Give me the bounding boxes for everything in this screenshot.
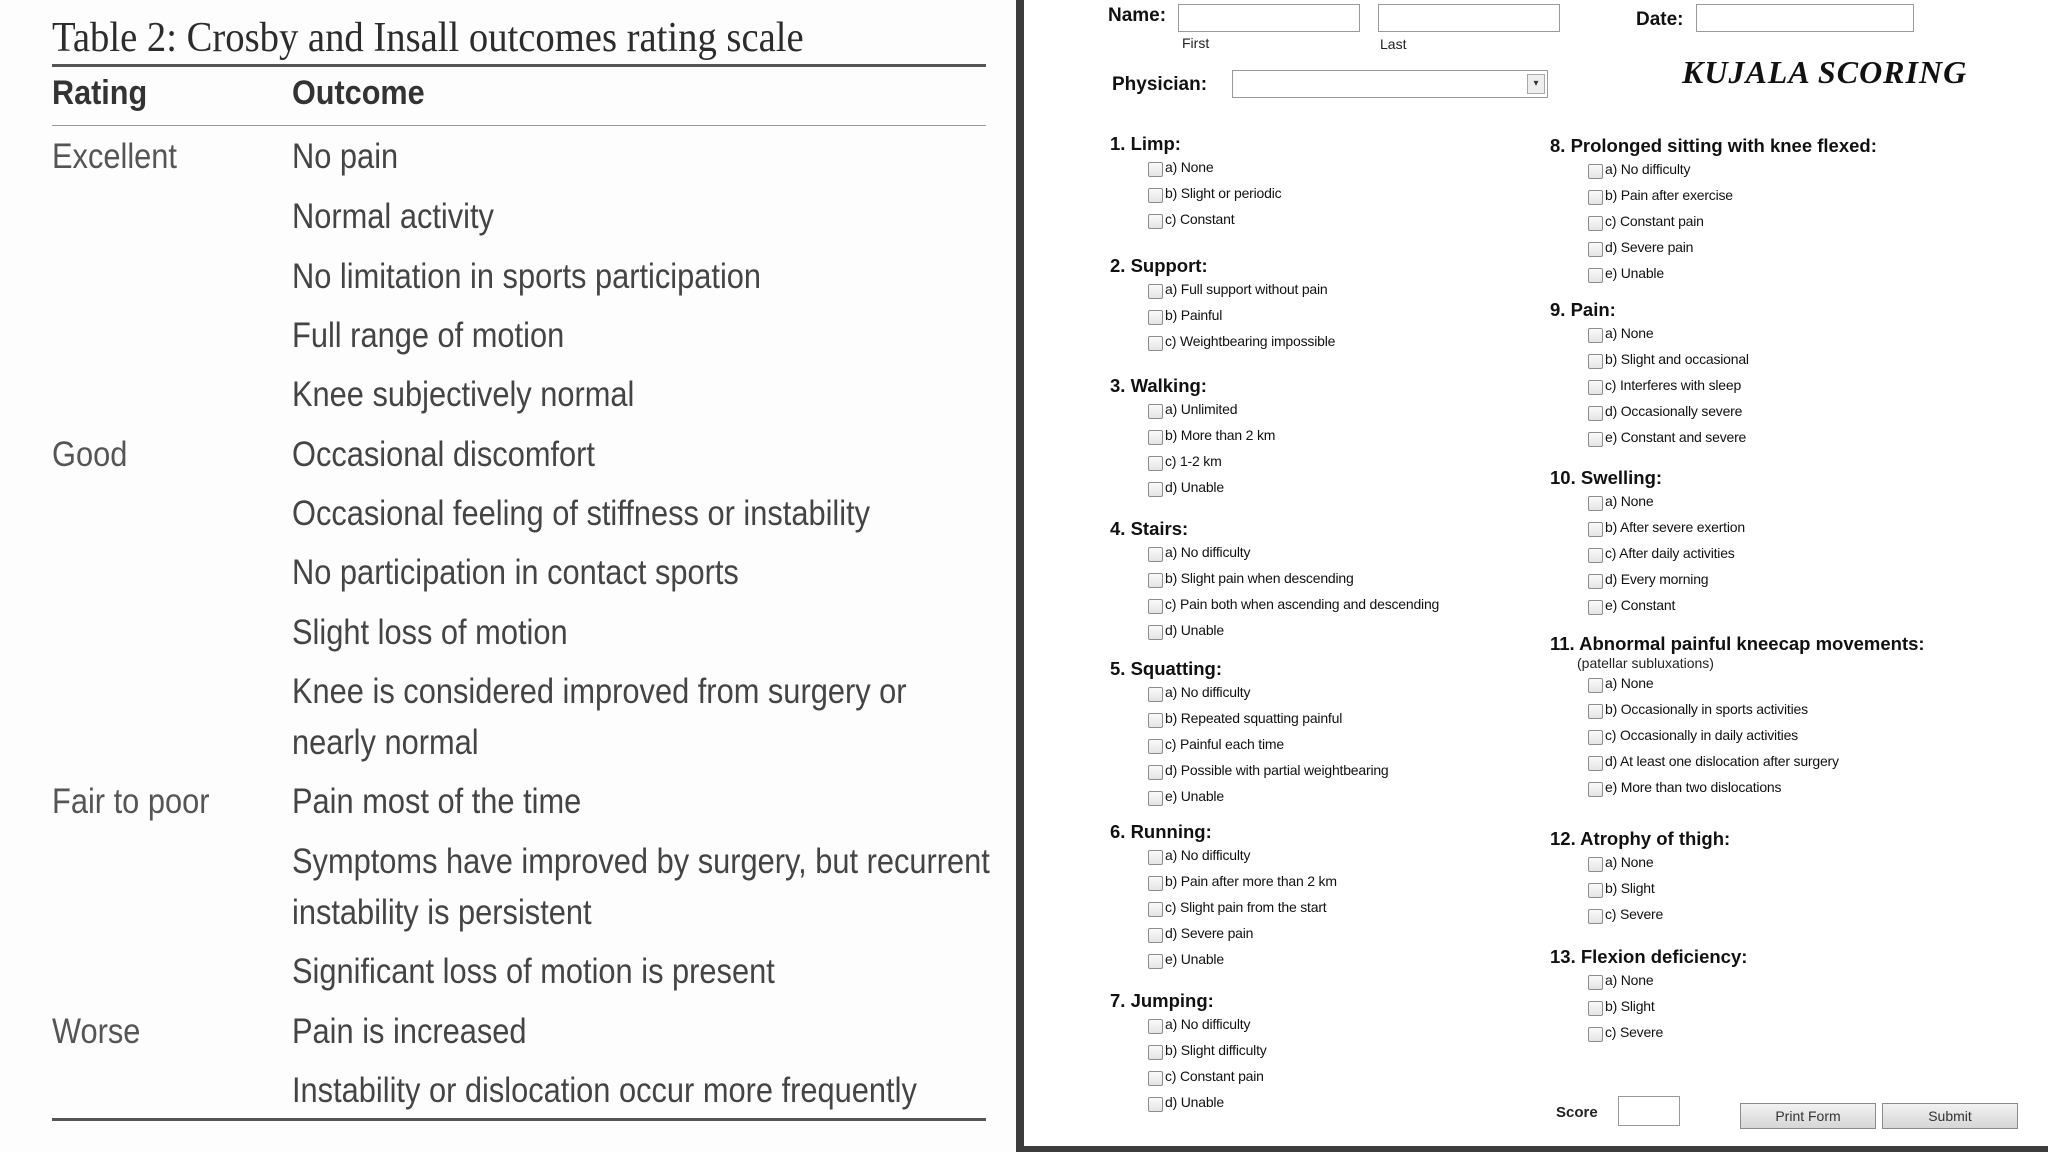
option-label: b) Slight and occasional <box>1605 351 1749 367</box>
option-checkbox[interactable] <box>1148 162 1163 177</box>
answer-option[interactable] <box>1148 304 1223 330</box>
answer-option[interactable] <box>1148 948 1224 974</box>
option-checkbox[interactable] <box>1148 573 1163 588</box>
answer-option[interactable] <box>1588 400 1743 426</box>
bottom-border <box>1016 1146 2048 1152</box>
option-checkbox[interactable] <box>1588 354 1603 369</box>
option-checkbox[interactable] <box>1148 739 1163 754</box>
answer-option[interactable] <box>1588 262 1877 288</box>
option-checkbox[interactable] <box>1588 190 1603 205</box>
rating-cell: Fair to poor <box>52 782 210 821</box>
last-name-field[interactable] <box>1378 4 1560 32</box>
date-field[interactable] <box>1696 4 1914 32</box>
option-checkbox[interactable] <box>1148 1045 1163 1060</box>
answer-option[interactable] <box>1148 759 1389 785</box>
answer-option[interactable] <box>1588 750 1925 776</box>
answer-option[interactable] <box>1588 594 1676 620</box>
option-checkbox[interactable] <box>1148 456 1163 471</box>
answer-option[interactable] <box>1148 278 1328 304</box>
option-label: b) After severe exertion <box>1605 519 1745 535</box>
option-label: e) Unable <box>1605 265 1664 281</box>
option-checkbox[interactable] <box>1148 902 1163 917</box>
option-checkbox[interactable] <box>1148 482 1163 497</box>
option-checkbox[interactable] <box>1588 268 1603 283</box>
answer-option[interactable] <box>1588 969 1747 995</box>
option-checkbox[interactable] <box>1148 284 1163 299</box>
option-label: c) Painful each time <box>1165 736 1284 752</box>
outcome-cell: Instability or dislocation occur more frequently <box>292 1071 917 1110</box>
answer-option[interactable] <box>1588 1021 1747 1047</box>
physician-select[interactable] <box>1232 70 1548 98</box>
option-label: e) Constant <box>1605 597 1676 613</box>
option-label: b) Pain after exercise <box>1605 187 1733 203</box>
option-label: c) After daily activities <box>1605 545 1735 561</box>
option-checkbox[interactable] <box>1148 1019 1163 1034</box>
question-block <box>1110 132 1282 234</box>
answer-option[interactable] <box>1148 785 1222 811</box>
first-name-field[interactable] <box>1178 4 1360 32</box>
option-checkbox[interactable] <box>1148 850 1163 865</box>
option-checkbox[interactable] <box>1148 625 1163 640</box>
question-title: 5. Squatting: <box>1110 658 1223 679</box>
option-label: c) Constant pain <box>1605 213 1704 229</box>
answer-option[interactable] <box>1588 851 1730 877</box>
option-checkbox[interactable] <box>1588 1001 1603 1016</box>
table-title: Table 2: Crosby and Insall outcomes rating scale <box>52 15 804 61</box>
outcome-cell: Occasional discomfort <box>292 435 595 474</box>
option-label: a) No difficulty <box>1165 544 1251 560</box>
question-title: 12. Atrophy of thigh: <box>1550 828 1731 849</box>
answer-option[interactable] <box>1148 681 1251 707</box>
question-title: 7. Jumping: <box>1110 990 1214 1011</box>
name-label: Name: <box>1108 5 1167 26</box>
option-checkbox[interactable] <box>1148 954 1163 969</box>
question-block <box>1110 989 1267 1117</box>
answer-option[interactable] <box>1588 426 1747 452</box>
answer-option[interactable] <box>1588 776 1925 802</box>
option-label: a) None <box>1605 972 1654 988</box>
option-label: b) Repeated squatting painful <box>1165 710 1343 726</box>
question-title: 9. Pain: <box>1550 299 1616 320</box>
score-label: Score <box>1556 1104 1598 1121</box>
option-label: a) None <box>1605 854 1654 870</box>
question-block <box>1110 517 1440 645</box>
answer-option[interactable] <box>1148 330 1336 356</box>
answer-option[interactable] <box>1588 903 1730 929</box>
option-checkbox[interactable] <box>1588 328 1603 343</box>
question-block <box>1110 254 1336 356</box>
option-label: d) Severe pain <box>1165 925 1254 941</box>
question-title: 6. Running: <box>1110 821 1212 842</box>
answer-option[interactable] <box>1588 724 1925 750</box>
option-label: a) No difficulty <box>1605 161 1691 177</box>
option-label: b) Occasionally in sports activities <box>1605 701 1808 717</box>
option-label: a) No difficulty <box>1165 1016 1251 1032</box>
outcome-cell: No pain <box>292 137 399 176</box>
option-label: a) Full support without pain <box>1165 281 1328 297</box>
answer-option[interactable] <box>1148 922 1254 948</box>
answer-option[interactable] <box>1148 733 1284 759</box>
header-outcome: Outcome <box>292 74 425 112</box>
option-checkbox[interactable] <box>1588 678 1603 693</box>
rating-cell: Good <box>52 435 128 474</box>
option-checkbox[interactable] <box>1148 687 1163 702</box>
option-checkbox[interactable] <box>1148 430 1163 445</box>
question-title: 3. Walking: <box>1110 375 1207 396</box>
chevron-down-icon[interactable]: ▾ <box>1527 74 1545 94</box>
option-checkbox[interactable] <box>1588 496 1603 511</box>
answer-option[interactable] <box>1588 490 1662 516</box>
option-checkbox[interactable] <box>1148 928 1163 943</box>
answer-option[interactable] <box>1148 398 1238 424</box>
outcome-cell: Symptoms have improved by surgery, but recurrent <box>292 842 990 881</box>
option-checkbox[interactable] <box>1148 765 1163 780</box>
answer-option[interactable] <box>1148 424 1276 450</box>
option-checkbox[interactable] <box>1588 432 1603 447</box>
answer-option[interactable] <box>1148 593 1440 619</box>
answer-option[interactable] <box>1588 877 1730 903</box>
option-label: b) Pain after more than 2 km <box>1165 873 1337 889</box>
option-checkbox[interactable] <box>1588 975 1603 990</box>
bottom-rule <box>52 1118 986 1121</box>
option-checkbox[interactable] <box>1148 791 1163 806</box>
outcome-cell: Pain most of the time <box>292 782 582 821</box>
option-checkbox[interactable] <box>1588 1027 1603 1042</box>
option-checkbox[interactable] <box>1148 214 1163 229</box>
question-title: 1. Limp: <box>1110 133 1181 154</box>
header-rating: Rating <box>52 74 148 112</box>
option-checkbox[interactable] <box>1588 782 1603 797</box>
question-title: 8. Prolonged sitting with knee flexed: <box>1550 135 1877 156</box>
question-block <box>1550 632 1925 802</box>
option-label: a) None <box>1605 325 1654 341</box>
option-label: c) Severe <box>1605 1024 1664 1040</box>
outcome-cell: instability is persistent <box>292 893 592 932</box>
option-label: b) Slight or periodic <box>1165 185 1282 201</box>
question-title: 4. Stairs: <box>1110 518 1189 539</box>
question-title: 10. Swelling: <box>1550 467 1663 488</box>
question-subtitle: (patellar subluxations) <box>1577 655 1714 671</box>
question-block <box>1110 657 1389 811</box>
option-checkbox[interactable] <box>1588 756 1603 771</box>
answer-option[interactable] <box>1148 450 1222 476</box>
option-checkbox[interactable] <box>1148 876 1163 891</box>
outcome-cell: Knee subjectively normal <box>292 375 635 414</box>
option-checkbox[interactable] <box>1588 380 1603 395</box>
option-label: c) 1-2 km <box>1165 453 1222 469</box>
option-label: a) None <box>1605 675 1654 691</box>
option-label: c) Severe <box>1605 906 1664 922</box>
kujala-form <box>1024 0 2048 1152</box>
answer-option[interactable] <box>1588 184 1877 210</box>
option-label: c) Slight pain from the start <box>1165 899 1327 915</box>
option-label: d) Unable <box>1165 479 1224 495</box>
question-title: 13. Flexion deficiency: <box>1550 946 1748 967</box>
outcome-cell: Normal activity <box>292 197 494 236</box>
option-label: b) Slight <box>1605 880 1655 896</box>
option-label: a) None <box>1165 159 1214 175</box>
outcome-cell: Pain is increased <box>292 1012 527 1051</box>
answer-option[interactable] <box>1588 322 1654 348</box>
submit-button[interactable]: Submit <box>1882 1103 2018 1129</box>
answer-option[interactable] <box>1148 182 1282 208</box>
answer-option[interactable] <box>1148 1065 1264 1091</box>
question-title: 11. Abnormal painful kneecap movements: <box>1550 633 1925 654</box>
option-checkbox[interactable] <box>1148 404 1163 419</box>
option-checkbox[interactable] <box>1148 1097 1163 1112</box>
answer-option[interactable] <box>1148 156 1214 182</box>
answer-option[interactable] <box>1588 995 1747 1021</box>
question-block <box>1550 827 1730 929</box>
option-label: d) Severe pain <box>1605 239 1694 255</box>
option-checkbox[interactable] <box>1588 406 1603 421</box>
option-checkbox[interactable] <box>1588 574 1603 589</box>
answer-option[interactable] <box>1148 896 1327 922</box>
outcome-cell: nearly normal <box>292 723 479 762</box>
option-label: c) Occasionally in daily activities <box>1605 727 1798 743</box>
answer-option[interactable] <box>1588 210 1877 236</box>
form-title: KUJALA SCORING <box>1682 54 1968 90</box>
answer-option[interactable] <box>1588 516 1745 542</box>
answer-option[interactable] <box>1148 476 1224 502</box>
question-title: 2. Support: <box>1110 255 1208 276</box>
question-block <box>1110 820 1337 974</box>
option-checkbox[interactable] <box>1588 522 1603 537</box>
option-checkbox[interactable] <box>1148 188 1163 203</box>
option-label: a) No difficulty <box>1165 847 1251 863</box>
question-block <box>1550 945 1747 1047</box>
option-label: d) Possible with partial weightbearing <box>1165 762 1389 778</box>
outcome-cell: Significant loss of motion is present <box>292 952 775 991</box>
option-label: d) Unable <box>1165 1094 1224 1110</box>
option-checkbox[interactable] <box>1148 310 1163 325</box>
outcome-cell: Slight loss of motion <box>292 613 568 652</box>
score-field[interactable] <box>1618 1096 1680 1126</box>
option-label: a) None <box>1605 493 1654 509</box>
answer-option[interactable] <box>1148 707 1343 733</box>
answer-option[interactable] <box>1588 374 1742 400</box>
last-caption: Last <box>1380 36 1407 52</box>
outcome-cell: Occasional feeling of stiffness or instability <box>292 494 871 533</box>
question-block <box>1550 298 1749 452</box>
answer-option[interactable] <box>1148 1013 1251 1039</box>
option-label: d) Unable <box>1165 622 1224 638</box>
option-label: e) More than two dislocations <box>1605 779 1782 795</box>
option-label: d) At least one dislocation after surgery <box>1605 753 1839 769</box>
physician-label: Physician: <box>1112 74 1208 95</box>
option-checkbox[interactable] <box>1588 730 1603 745</box>
option-label: c) Constant <box>1165 211 1235 227</box>
answer-option[interactable] <box>1588 348 1749 374</box>
question-block <box>1110 374 1276 502</box>
panel-divider <box>1016 0 1024 1152</box>
option-checkbox[interactable] <box>1588 216 1603 231</box>
answer-option[interactable] <box>1588 698 1925 724</box>
answer-option[interactable] <box>1588 158 1877 184</box>
answer-option[interactable] <box>1148 567 1354 593</box>
option-label: d) Occasionally severe <box>1605 403 1743 419</box>
title-rule <box>52 64 986 67</box>
option-label: b) More than 2 km <box>1165 427 1276 443</box>
outcome-cell: No participation in contact sports <box>292 553 739 592</box>
header-rule <box>52 125 986 126</box>
option-label: e) Unable <box>1165 951 1224 967</box>
answer-option[interactable] <box>1148 844 1251 870</box>
option-checkbox[interactable] <box>1588 883 1603 898</box>
outcome-cell: Knee is considered improved from surgery or <box>292 672 907 711</box>
option-checkbox[interactable] <box>1588 857 1603 872</box>
option-label: d) Every morning <box>1605 571 1709 587</box>
rating-cell: Worse <box>52 1012 141 1051</box>
option-checkbox[interactable] <box>1588 600 1603 615</box>
option-checkbox[interactable] <box>1588 548 1603 563</box>
option-checkbox[interactable] <box>1588 164 1603 179</box>
answer-option[interactable] <box>1588 236 1877 262</box>
outcome-cell: Full range of motion <box>292 316 565 355</box>
option-label: b) Slight <box>1605 998 1655 1014</box>
question-block <box>1550 134 1877 288</box>
option-label: b) Painful <box>1165 307 1223 323</box>
option-label: a) No difficulty <box>1165 684 1251 700</box>
answer-option[interactable] <box>1148 1039 1267 1065</box>
option-checkbox[interactable] <box>1588 909 1603 924</box>
answer-option[interactable] <box>1588 672 1925 698</box>
option-checkbox[interactable] <box>1148 1071 1163 1086</box>
option-label: a) Unlimited <box>1165 401 1238 417</box>
answer-option[interactable] <box>1148 541 1251 567</box>
outcome-cell: No limitation in sports participation <box>292 257 762 296</box>
print-form-button[interactable]: Print Form <box>1740 1103 1876 1129</box>
option-label: c) Constant pain <box>1165 1068 1264 1084</box>
option-checkbox[interactable] <box>1588 704 1603 719</box>
answer-option[interactable] <box>1588 542 1735 568</box>
option-label: c) Pain both when ascending and descending <box>1165 596 1440 612</box>
option-checkbox[interactable] <box>1588 242 1603 257</box>
option-label: b) Slight pain when descending <box>1165 570 1354 586</box>
option-checkbox[interactable] <box>1148 713 1163 728</box>
option-checkbox[interactable] <box>1148 547 1163 562</box>
first-caption: First <box>1182 35 1210 51</box>
option-label: e) Constant and severe <box>1605 429 1747 445</box>
option-checkbox[interactable] <box>1148 599 1163 614</box>
answer-option[interactable] <box>1148 1091 1224 1117</box>
option-label: b) Slight difficulty <box>1165 1042 1267 1058</box>
answer-option[interactable] <box>1148 208 1235 234</box>
outcomes-table-panel <box>0 0 1016 1152</box>
option-label: c) Weightbearing impossible <box>1165 333 1336 349</box>
question-block <box>1550 466 1745 620</box>
answer-option[interactable] <box>1588 568 1709 594</box>
option-label: c) Interferes with sleep <box>1605 377 1742 393</box>
rating-cell: Excellent <box>52 137 177 176</box>
date-label: Date: <box>1636 9 1684 30</box>
option-label: e) Unable <box>1165 788 1224 804</box>
answer-option[interactable] <box>1148 870 1337 896</box>
option-checkbox[interactable] <box>1148 336 1163 351</box>
answer-option[interactable] <box>1148 619 1224 645</box>
